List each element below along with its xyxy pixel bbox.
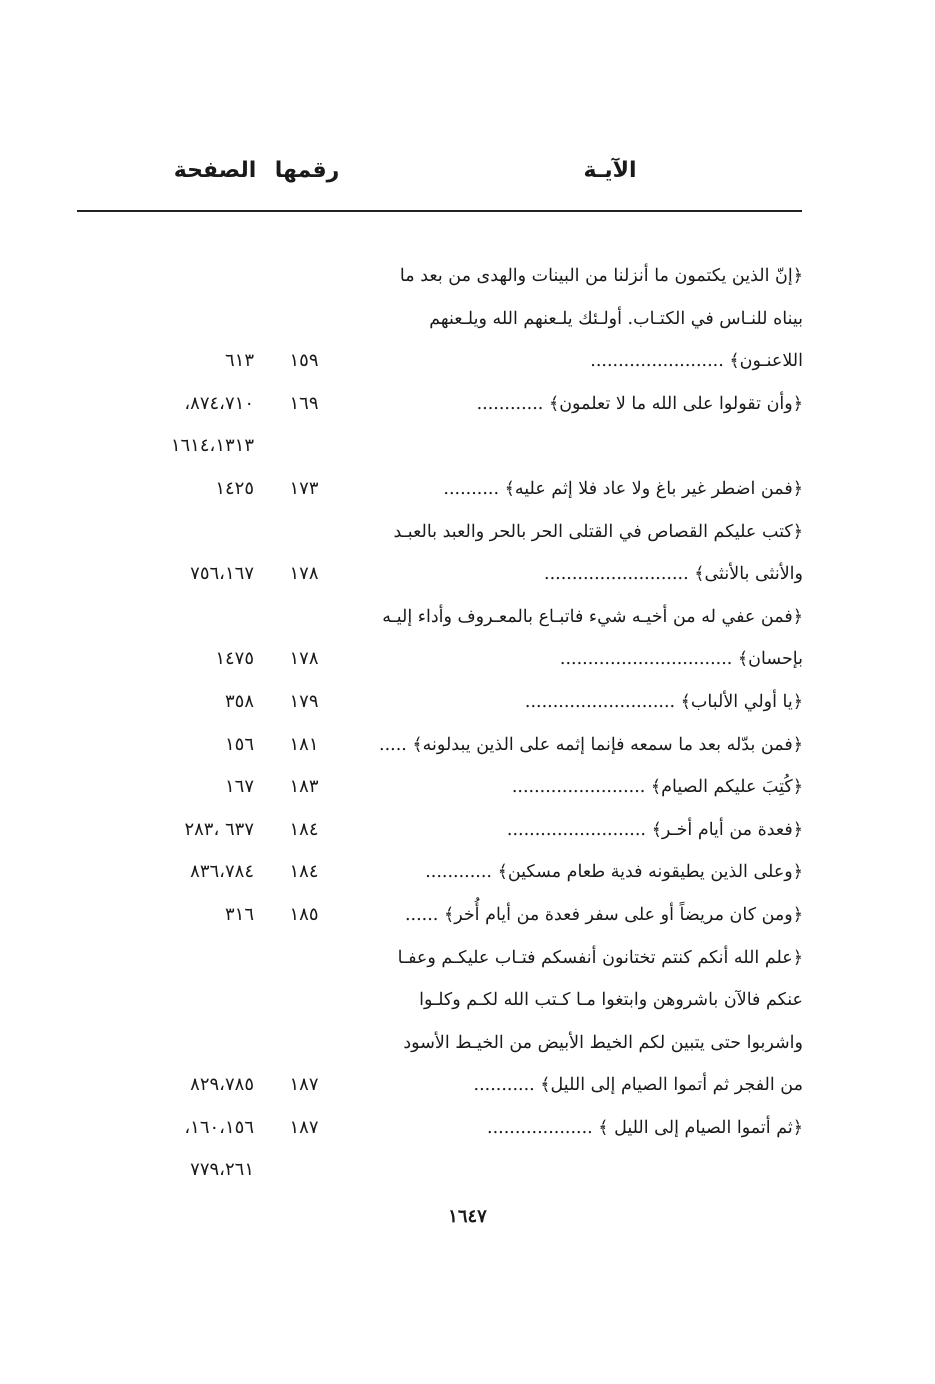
page-references: ١٤٧٥ — [215, 648, 254, 670]
leader-dots: ...... — [404, 904, 439, 925]
table-row — [0, 1107, 935, 1150]
verse-index-table — [0, 255, 935, 1192]
verse-text — [343, 340, 803, 383]
leader-dots: .......................... — [544, 564, 689, 585]
verse-text — [343, 596, 803, 639]
table-row — [0, 638, 935, 681]
page-references: ٨٧٤،٧١٠، — [184, 392, 254, 414]
verse-text — [343, 1107, 803, 1150]
verse-text — [343, 1022, 803, 1065]
verse-text — [343, 255, 803, 298]
verse-text-content: ﴿وعلى الذين يطيقونه فدية طعام مسكين﴾ — [497, 862, 803, 883]
verse-text-content: والأنثى بالأنثى﴾ — [694, 564, 803, 585]
table-row — [0, 937, 935, 980]
table-row — [0, 809, 935, 852]
leader-dots: ............................... — [559, 649, 733, 670]
verse-text — [343, 937, 803, 980]
table-row — [0, 979, 935, 1022]
verse-number: ١٨٤ — [289, 818, 319, 840]
verse-text — [343, 851, 803, 894]
verse-text — [343, 298, 803, 341]
verse-text-content: ﴿إنّ الذين يكتمون ما أنزلنا من البينات والهدى من بعد ما — [399, 266, 803, 286]
verse-text — [343, 724, 803, 767]
verse-text-content: ﴿فعدة من أيام أخـر﴾ — [651, 819, 803, 840]
verse-text-content: بإحسان﴾ — [737, 649, 803, 670]
table-row — [0, 851, 935, 894]
verse-text-content: اللاعنـون﴾ — [729, 351, 803, 372]
table-row — [0, 1149, 935, 1192]
column-header-page: الصفحة — [173, 158, 257, 183]
column-header-number: رقمها — [274, 158, 340, 183]
verse-text-content: عنكم فالآن باشروهن وابتغوا مـا كـتب الله لكـم وكلـوا — [419, 990, 803, 1011]
verse-number: ١٧٣ — [289, 477, 319, 499]
verse-text-content: بيناه للنـاس في الكتـاب. أولـئك يلـعنهم الله ويلـعنهم — [429, 308, 803, 329]
verse-text-content: من الفجر ثم أتموا الصيام إلى الليل﴾ — [540, 1075, 803, 1096]
leader-dots: ................... — [487, 1117, 593, 1138]
column-header-verse: الآيـة — [583, 158, 637, 183]
table-row — [0, 340, 935, 383]
header-divider — [77, 210, 802, 212]
table-row — [0, 511, 935, 554]
verse-text — [343, 511, 803, 554]
page-references: ٣١٦ — [224, 903, 254, 925]
verse-text — [343, 894, 803, 937]
leader-dots: .......... — [443, 478, 500, 499]
verse-text-content: ﴿فمن عفي له من أخيـه شيء فاتبـاع بالمعـروف وأداء إليـه — [382, 606, 803, 627]
verse-text-content: ﴿ومن كان مريضاً أو على سفر فعدة من أيام أُخر﴾ — [443, 904, 803, 925]
table-row — [0, 681, 935, 724]
table-row — [0, 1022, 935, 1065]
page-references: ١٥٦ — [224, 733, 254, 755]
verse-text-content: ﴿وأن تقولوا على الله ما لا تعلمون﴾ — [548, 393, 803, 414]
table-row — [0, 766, 935, 809]
leader-dots: ..... — [379, 734, 407, 755]
table-row — [0, 255, 935, 298]
table-row — [0, 298, 935, 341]
leader-dots: ......................... — [506, 819, 646, 840]
verse-text-content: ﴿يا أولي الألباب﴾ — [680, 691, 803, 712]
page-references: ٧٥٦،١٦٧ — [190, 563, 254, 585]
page-number: ١٦٤٧ — [448, 1206, 487, 1227]
page-references: ٣٥٨ — [224, 690, 254, 712]
page-references: ٦١٣ — [224, 350, 254, 372]
table-row — [0, 468, 935, 511]
page-references: ٦٣٧ ،٢٨٣ — [184, 818, 254, 840]
table-row — [0, 1064, 935, 1107]
verse-text — [343, 979, 803, 1022]
verse-text — [343, 383, 803, 426]
page-references: ١٦٧ — [224, 776, 254, 798]
verse-text-content: واشربوا حتى يتبين لكم الخيط الأبيض من الخيـط الأسود — [403, 1032, 803, 1053]
leader-dots: ........................ — [590, 351, 724, 372]
verse-number: ١٧٨ — [289, 563, 319, 585]
verse-number: ١٥٩ — [289, 350, 319, 372]
page-references: ٨٣٦،٧٨٤ — [190, 861, 254, 883]
verse-text-content: ﴿ثم أتموا الصيام إلى الليل ﴾ — [598, 1117, 803, 1138]
page-references: ٨٢٩،٧٨٥ — [190, 1074, 254, 1096]
leader-dots: ........... — [473, 1075, 535, 1096]
verse-number: ١٨١ — [289, 733, 319, 755]
table-row — [0, 425, 935, 468]
table-row — [0, 553, 935, 596]
verse-text-content: ﴿فمن اضطر غير باغ ولا عاد فلا إثم عليه﴾ — [504, 478, 803, 499]
page-references: ٧٧٩،٢٦١ — [190, 1159, 254, 1181]
leader-dots: ............ — [425, 862, 492, 883]
verse-text-content: ﴿علم الله أنكم كنتم تختانون أنفسكم فتـاب عليكـم وعفـا — [397, 947, 803, 968]
verse-text — [343, 809, 803, 852]
verse-number: ١٨٧ — [289, 1074, 319, 1096]
verse-text — [343, 766, 803, 809]
verse-number: ١٧٨ — [289, 648, 319, 670]
leader-dots: ............ — [476, 393, 544, 414]
verse-number: ١٦٩ — [289, 392, 319, 414]
page-references: ١٦١٤،١٣١٣ — [170, 435, 254, 457]
leader-dots: ........................ — [511, 777, 646, 798]
table-row — [0, 724, 935, 767]
verse-text — [343, 468, 803, 511]
verse-text-content: ﴿فمن بدّله بعد ما سمعه فإنما إثمه على الذين يبدلونه﴾ — [412, 734, 803, 755]
verse-number: ١٨٣ — [289, 776, 319, 798]
table-row — [0, 894, 935, 937]
verse-number: ١٧٩ — [289, 690, 319, 712]
verse-number: ١٨٥ — [289, 903, 319, 925]
verse-text — [343, 553, 803, 596]
page-references: ١٦٠،١٥٦، — [184, 1116, 254, 1138]
verse-text-content: ﴿كُتِبَ عليكم الصيام﴾ — [650, 777, 803, 798]
verse-text — [343, 638, 803, 681]
verse-number: ١٨٧ — [289, 1116, 319, 1138]
page-references: ١٤٢٥ — [215, 477, 254, 499]
table-row — [0, 596, 935, 639]
verse-number: ١٨٤ — [289, 861, 319, 883]
verse-text-content: ﴿كتب عليكم القصاص في القتلى الحر بالحر والعبد بالعبـد — [393, 521, 803, 542]
verse-text — [343, 681, 803, 724]
verse-text — [343, 1064, 803, 1107]
table-row — [0, 383, 935, 426]
leader-dots: ........................... — [524, 691, 676, 712]
